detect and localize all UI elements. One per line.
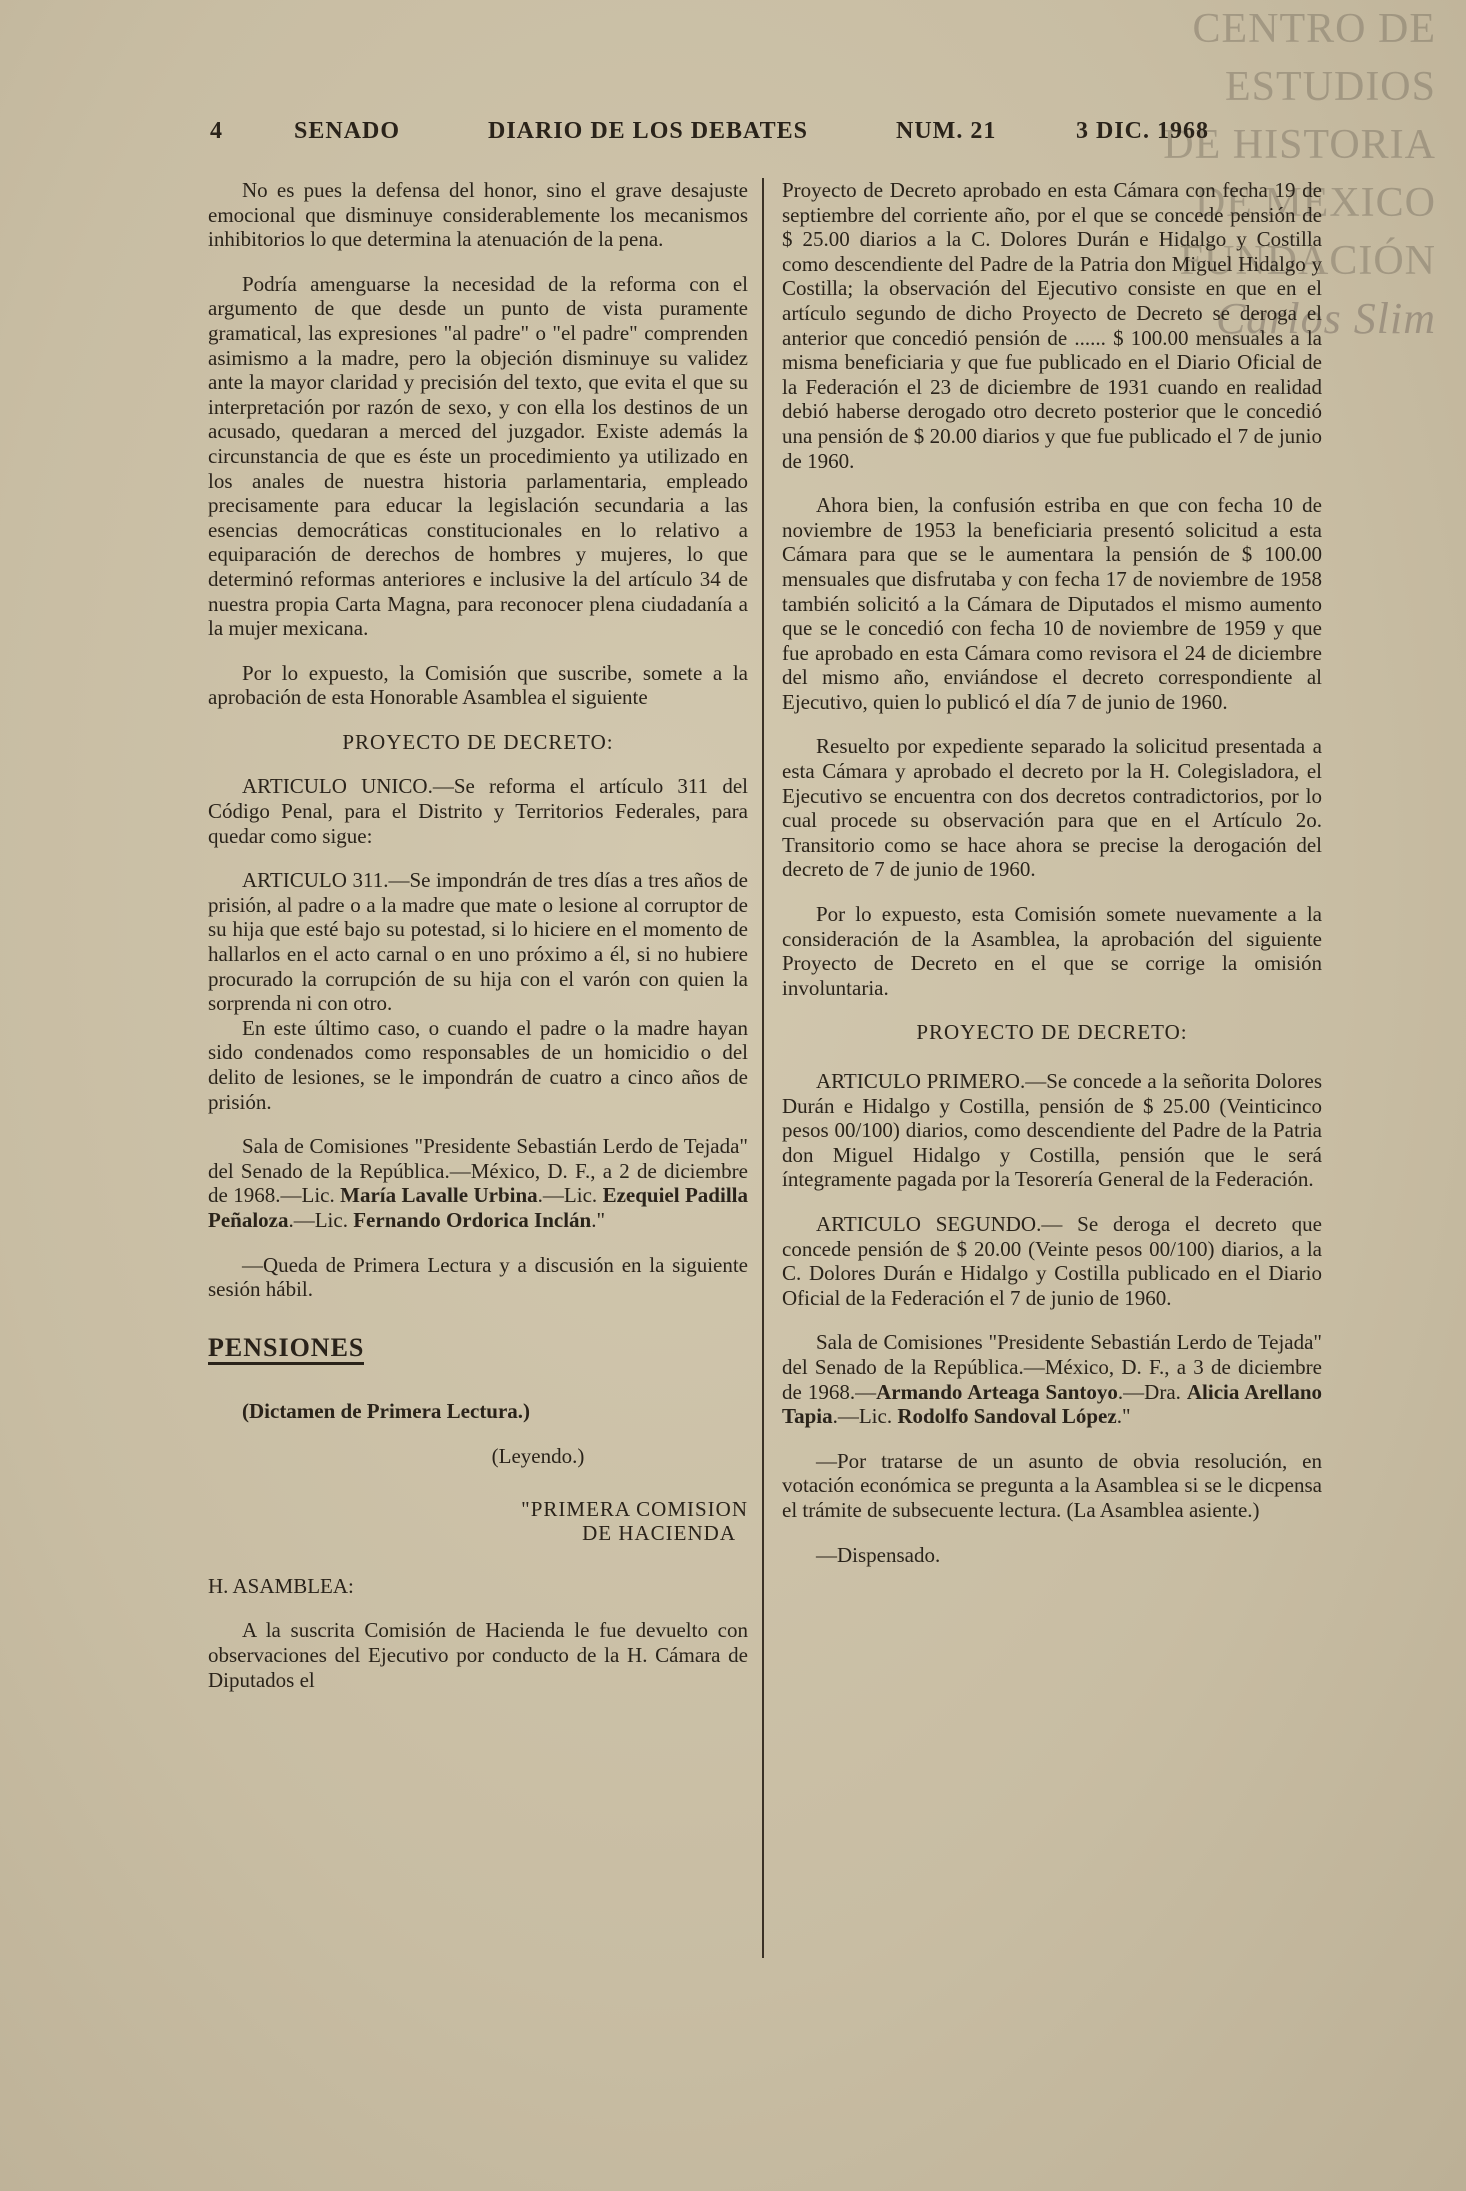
watermark-signature: Carlos Slim [1215, 294, 1436, 343]
paragraph: Por lo expuesto, esta Comisión somete nuevamente a la consideración de la Asamblea, la aprobación del siguiente Proyecto de Decreto en el que se corrige la omisión involuntaria. [782, 902, 1322, 1000]
signatory-separator: .—Lic. [288, 1207, 354, 1232]
salutation: H. ASAMBLEA: [208, 1573, 354, 1598]
watermark-line: DE MEXICO [1194, 180, 1436, 226]
paragraph: Por lo expuesto, la Comisión que suscribe, somete a la aprobación de esta Honorable Asamblea el siguiente [208, 660, 748, 710]
decree-heading: PROYECTO DE DECRETO: [342, 729, 614, 754]
paragraph: No es pues la defensa del honor, sino el grave desajuste emocional que disminuye considerablemente los mecanismos inhibitorios lo que determina la atenuación de la pena. [208, 178, 748, 252]
chamber-name: SENADO [294, 118, 401, 144]
left-column [208, 178, 748, 1712]
paragraph: En este último caso, o cuando el padre o la madre hayan sido condenados como responsables de un homicidio o del delito de lesiones, se le impondrán de cuatro a cinco años de prisión. [208, 1015, 748, 1114]
issue-number: NUM. 21 [896, 118, 997, 144]
paragraph: Podría amenguarse la necesidad de la reforma con el argumento de que desde un punto de vista puramente gramatical, las expresiones "al padre" o "el padre" comprenden asimismo a la madre, pero la objeción disminuye su validez ante la mayor claridad y precisión del texto, que evita el que su interpretación por razón de sexo, y con ella los destinos de un acusado, quedaran a merced del juzgador. Existe además la circunstancia de que es éste un procedimiento ya utilizado en los anales de nuestra historia parlamentaria, empleado precisamente para educar la legislación secundaria a las esencias democráticas constitucionales en lo relativo a equiparación de derechos de hombres y mujeres, lo que determinó reformas anteriores e inclusive la del artículo 34 de nuestra propia Carta Magna, para reconocer plena ciudadanía a la mujer mexicana. [208, 271, 748, 641]
commission-venue: Sala de Comisiones "Presidente Sebastián Lerdo de Tejada" del Senado de la República.—México, D. F., a 3 de diciembre de 1968.— [782, 1330, 1322, 1404]
signatory-name: María Lavalle Urbina [340, 1183, 538, 1208]
paragraph: ARTICULO 311.—Se impondrán de tres días a tres años de prisión, al padre o a la madre que mate o lesione al corruptor de su hija que esté bajo su potestad, si lo hiciere en el momento de hallarlos en el acto carnal o en uno próximo a él, si no hubiere procurado la corrupción de su hija con el varón con quien la sorprenda ni con otro. [208, 868, 748, 1016]
signature-paragraph [782, 1330, 1322, 1428]
watermark-line: FUNDACIÓN [1179, 238, 1436, 284]
signatory-end: ." [1116, 1404, 1131, 1429]
commission-heading-line: DE HACIENDA [582, 1521, 736, 1546]
signatory-separator: .—Lic. [832, 1404, 898, 1429]
signatory-name: Alicia Arellano Tapia [782, 1379, 1322, 1429]
signatory-name: Fernando Ordorica Inclán [353, 1207, 592, 1232]
watermark-line: DE HISTORIA [1163, 122, 1436, 168]
watermark-line: CENTRO DE [1192, 6, 1436, 52]
commission-venue: Sala de Comisiones "Presidente Sebastián Lerdo de Tejada" del Senado de la República.—México, D. F., a 2 de diciembre de 1968.— [208, 1134, 748, 1208]
paragraph: Proyecto de Decreto aprobado en esta Cámara con fecha 19 de septiembre del corriente año, por el que se concede pensión de $ 25.00 diarios a la C. Dolores Durán e Hidalgo y Costilla como descendiente del Padre de la Patria don Miguel Hidalgo y Costilla; la observación del Ejecutivo consiste en que en el artículo segundo de dicho Proyecto de Decreto se deroga el anterior que concedió pensión de ...... $ 100.00 mensuales a la misma beneficiaria y que fue publicado en el Diario Oficial de la Federación el 23 de diciembre de 1931 cuando en realidad debió haberse derogado otro decreto posterior que le concedió una pensión de $ 20.00 diarios y que fue publicado el 7 de junio de 1960. [782, 178, 1322, 473]
page-header [210, 118, 1210, 154]
paragraph: A la suscrita Comisión de Hacienda le fue devuelto con observaciones del Ejecutivo por conducto de la H. Cámara de Diputados el [208, 1618, 748, 1692]
paragraph: —Dispensado. [816, 1542, 941, 1567]
signatory-title: Lic. [301, 1183, 341, 1208]
signature-paragraph [208, 1134, 748, 1232]
paragraph: Resuelto por expediente separado la solicitud presentada a esta Cámara y aprobado el decreto por la H. Colegisladora, el Ejecutivo se encuentra con dos decretos contradictorios, por lo cual procede su observación para que en el Artículo 2o. Transitorio como se hace ahora se precise la derogación del decreto de 7 de junio de 1960. [782, 734, 1322, 882]
signatory-separator: .—Lic. [537, 1183, 603, 1208]
dictamen-label: (Dictamen de Primera Lectura.) [242, 1399, 531, 1424]
watermark-line: ESTUDIOS [1224, 64, 1436, 110]
commission-heading-line: "PRIMERA COMISION [521, 1496, 748, 1521]
column-divider [762, 178, 764, 1958]
paragraph: —Por tratarse de un asunto de obvia resolución, en votación económica se pregunta a la Asamblea si se le dicpensa el trámite de subsecuente lectura. (La Asamblea asiente.) [782, 1448, 1322, 1522]
signatory-name: Rodolfo Sandoval López [897, 1404, 1117, 1429]
decree-heading: PROYECTO DE DECRETO: [916, 1020, 1188, 1045]
paragraph: —Queda de Primera Lectura y a discusión en la siguiente sesión hábil. [208, 1252, 748, 1302]
section-heading: PENSIONES [208, 1336, 364, 1366]
signatory-separator: .—Dra. [1117, 1379, 1187, 1404]
signatory-end: ." [591, 1207, 606, 1232]
reading-note: (Leyendo.) [491, 1443, 585, 1468]
issue-date: 3 DIC. 1968 [1076, 118, 1210, 144]
signatory-name: Ezequiel Padilla Peñaloza [208, 1183, 748, 1232]
paragraph: ARTICULO PRIMERO.—Se concede a la señorita Dolores Durán e Hidalgo y Costilla, pensión de $ 25.00 (Veinticinco pesos 00/100) diarios, como descendiente del Padre de la Patria don Miguel Hidalgo y Costilla, pensión que le será íntegramente pagada por la Tesorería General de la Federación. [782, 1069, 1322, 1192]
paragraph: ARTICULO UNICO.—Se reforma el artículo 311 del Código Penal, para el Distrito y Territorios Federales, para quedar como sigue: [208, 774, 748, 848]
publication-title: DIARIO DE LOS DEBATES [488, 118, 808, 144]
paragraph: Ahora bien, la confusión estriba en que con fecha 10 de noviembre de 1953 la beneficiaria presentó solicitud a esta Cámara para que se le aumentara la pensión de $ 100.00 mensuales que disfrutaba y con fecha 17 de noviembre de 1958 también solicitó a la Cámara de Diputados el mismo aumento que se le concedió con fecha 10 de noviembre de 1959 y que fue aprobado en esta Cámara como revisora el 24 de diciembre del mismo año, enviándose el decreto correspondiente al Ejecutivo, quien lo publicó el día 7 de junio de 1960. [782, 493, 1322, 714]
page-number: 4 [210, 118, 223, 144]
paragraph: ARTICULO SEGUNDO.— Se deroga el decreto que concede pensión de $ 20.00 (Veinte pesos 00/100) diarios, a la C. Dolores Durán e Hidalgo y Costilla publicado en el Diario Oficial de la Federación el 7 de junio de 1960. [782, 1211, 1322, 1310]
right-column [782, 178, 1322, 1587]
signatory-name: Armando Arteaga Santoyo [876, 1379, 1118, 1404]
